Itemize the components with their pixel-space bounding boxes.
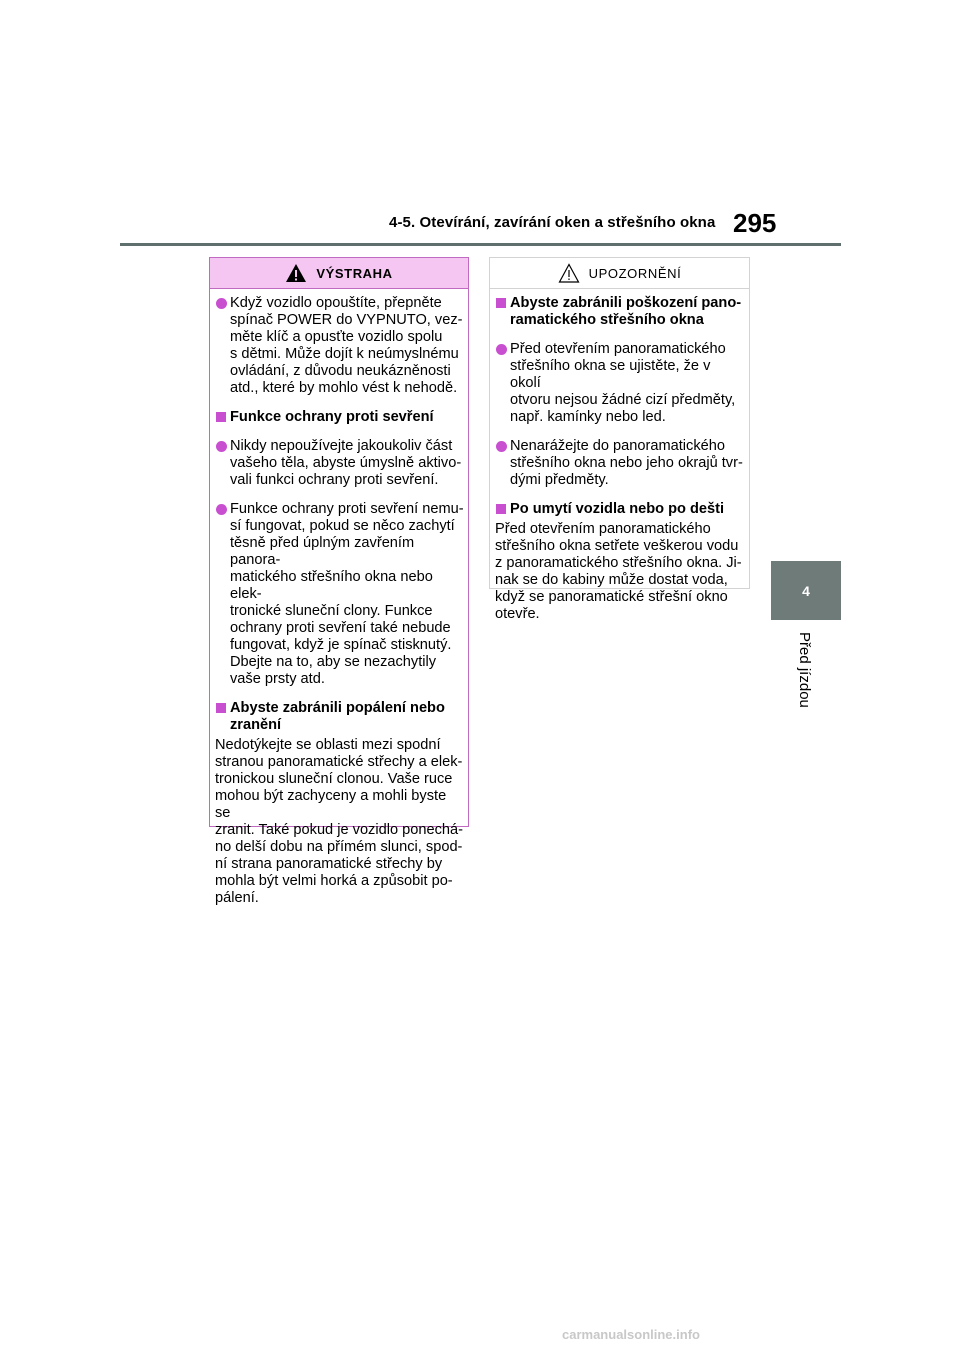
bullet-circle-icon (496, 441, 507, 452)
square-marker-icon (216, 412, 226, 422)
subheading-text: Funkce ochrany proti sevření (230, 409, 434, 425)
bullet-circle-icon (496, 344, 507, 355)
subheading (215, 700, 464, 734)
chapter-tab[interactable] (771, 561, 841, 620)
subheading-text: Po umytí vozidla nebo po dešti (510, 501, 725, 517)
item-text: Funkce ochrany proti sevření nemu- sí fungovat, pokud se něco zachytí těsně před úplným zavřením panora- matického střešního okna nebo elek- tronické sluneční clony. Funkce ochrany proti sevření také nebude fungovat, když je spínač stisknutý. Dbejte na to, aby se nezachytily vaše prsty atd. (230, 501, 464, 687)
bullet-circle-icon (216, 504, 227, 515)
bullet-circle-icon (216, 298, 227, 309)
subheading (495, 501, 745, 518)
caution-title: UPOZORNĚNÍ (588, 265, 682, 281)
warning-title: VÝSTRAHA (316, 265, 393, 281)
warning-header (210, 258, 468, 289)
warning-box (209, 257, 469, 906)
subheading (215, 409, 464, 426)
list-item (215, 501, 464, 688)
caution-box (489, 257, 750, 622)
square-marker-icon (216, 703, 226, 713)
subheading-text: Abyste zabránili poškození pano- ramatického střešního okna (510, 295, 742, 328)
caution-header (490, 258, 749, 289)
warning-triangle-icon (285, 263, 307, 283)
caution-triangle-icon (558, 263, 580, 283)
chapter-number: 4 (802, 582, 810, 599)
list-item (495, 341, 745, 426)
paragraph: Nedotýkejte se oblasti mezi spodní stranou panoramatické střechy a elek- tronickou sluneční clonou. Vaše ruce mohou být zachyceny a mohli byste se zranit. Také pokud je vozidlo ponechá- no delší dobu na přímém slunci, spod- ní strana panoramatické střechy by mohla být velmi horká a způsobit po- pálení. (215, 737, 463, 906)
list-item (215, 295, 464, 397)
item-text: Když vozidlo opouštíte, přepněte spínač POWER do VYPNUTO, vez- měte klíč a opusťte vozidlo spolu s dětmi. Může dojít k neúmyslnému ovládání, z důvodu neukázněnosti atd., které by mohlo vést k nehodě. (230, 295, 463, 396)
subheading-text: Abyste zabránili popálení nebo zranění (230, 700, 445, 733)
section-title: 4-5. Otevírání, zavírání oken a střešního okna (389, 214, 716, 231)
square-marker-icon (496, 504, 506, 514)
item-text: Nikdy nepoužívejte jakoukoliv část vašeho těla, abyste úmyslně aktivo- vali funkci ochrany proti sevření. (230, 438, 462, 488)
item-text: Nenarážejte do panoramatického střešního okna nebo jeho okrajů tvr- dými předměty. (510, 438, 743, 488)
header-divider (120, 243, 841, 246)
square-marker-icon (496, 298, 506, 308)
list-item (215, 438, 464, 489)
page-number: 295 (733, 208, 777, 238)
bullet-circle-icon (216, 441, 227, 452)
subheading (495, 295, 745, 329)
watermark: carmanualsonline.info (562, 1327, 700, 1342)
item-text: Před otevřením panoramatického střešního okna se ujistěte, že v okolí otvoru nejsou žádné cizí předměty, např. kamínky nebo led. (510, 341, 736, 425)
list-item (495, 438, 745, 489)
paragraph: Před otevřením panoramatického střešního okna setřete veškerou vodu z panoramatického střešního okna. Ji- nak se do kabiny může dostat voda, když se panoramatické střešní okno otevře. (495, 521, 742, 622)
chapter-label: Před jízdou (796, 632, 813, 708)
